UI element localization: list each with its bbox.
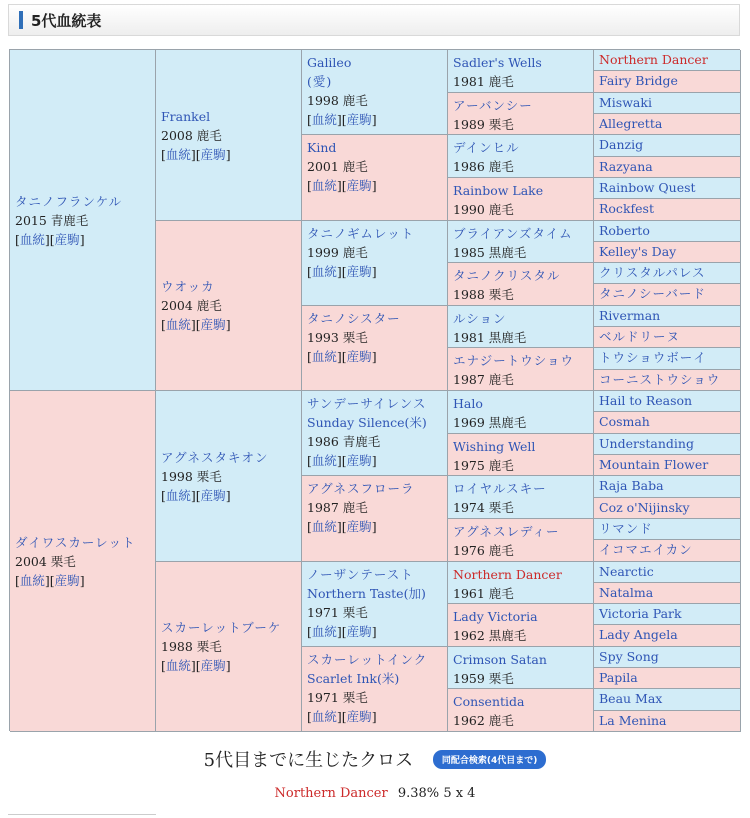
horse-year-color: 1998 栗毛 [161,468,222,484]
bracket: ][ [336,178,347,193]
horse-year-color: 1961 鹿毛 [453,586,514,601]
pedigree-cell-gen5 [594,689,741,711]
pedigree-cell-gen4 [448,135,594,178]
pedigree-cell-gen5 [594,199,741,221]
horse-year-color: 1993 栗毛 [307,330,368,345]
pedigree-cell-gen4 [448,221,594,263]
divider [8,814,156,815]
horse-name-link[interactable]: ロイヤルスキー [453,481,547,496]
pedigree-cell-gen1 [10,391,156,732]
horse-year-color: 1975 鹿毛 [453,458,514,473]
pedigree-link[interactable]: 血統 [311,624,337,639]
pedigree-cell-gen4 [448,306,594,348]
pedigree-cell-gen5 [594,327,741,348]
bracket: [ [307,178,312,193]
horse-links [307,347,442,366]
bracket: ] [371,709,377,724]
horse-name-link[interactable]: ダイワスカーレット [15,534,136,550]
pedigree-link[interactable]: 血統 [311,264,337,279]
horse-name-link[interactable]: Mountain Flower [599,457,709,472]
pedigree-cell-gen5 [594,135,741,157]
offspring-link[interactable]: 産駒 [346,178,372,193]
horse-year-color: 1962 黒鹿毛 [453,628,527,643]
horse-name-link[interactable]: Sadler's Wells [453,55,542,70]
bracket: ][ [336,112,347,127]
bracket: [ [15,572,20,588]
offspring-link[interactable]: 産駒 [200,317,226,332]
pedigree-cell-gen4 [448,178,594,221]
horse-links [15,230,150,249]
pedigree-cell-gen5 [594,455,741,476]
bracket: ] [371,178,377,193]
horse-name-link[interactable]: サンデーサイレンス [307,396,427,411]
horse-year-color: 2015 青鹿毛 [15,212,89,228]
horse-year-color: 1998 鹿毛 [307,93,368,108]
horse-name-link[interactable]: スカーレットブーケ [161,620,282,635]
offspring-link[interactable]: 産駒 [346,519,372,534]
pedigree-cell-gen5 [594,71,741,93]
horse-name-link[interactable]: Fairy Bridge [599,73,678,88]
horse-name-link[interactable]: Spy Song [599,649,659,664]
bracket: [ [161,317,166,332]
bracket: [ [307,264,312,279]
pedigree-cell-gen2 [156,50,302,221]
pedigree-table [9,49,740,731]
pedigree-cell-gen5 [594,604,741,625]
pedigree-cell-gen5 [594,434,741,455]
bracket: ][ [336,264,347,279]
pedigree-cell-gen1 [10,50,156,391]
pedigree-link[interactable]: 血統 [165,317,191,332]
horse-name-link[interactable]: イコマエイカン [599,542,693,557]
pedigree-cell-gen5 [594,540,741,562]
horse-year-color: 2008 鹿毛 [161,127,222,143]
horse-name-link[interactable]: Roberto [599,223,650,238]
offspring-link[interactable]: 産駒 [54,231,80,247]
horse-links [15,571,150,590]
horse-year-color: 1987 鹿毛 [453,372,514,387]
horse-links [307,451,442,470]
pedigree-cell-gen5 [594,391,741,412]
bracket: ] [79,231,85,247]
pedigree-link[interactable]: 血統 [311,519,337,534]
pedigree-cell-gen2 [156,562,302,732]
horse-year-color: 1989 栗毛 [453,117,514,132]
pedigree-link[interactable]: 血統 [165,487,191,503]
horse-links [307,176,442,195]
bracket: ] [225,487,231,503]
horse-name-link[interactable]: トウショウボーイ [599,350,707,365]
horse-name-link[interactable]: Natalma [599,585,654,600]
pedigree-link[interactable]: 血統 [165,146,191,162]
pedigree-cell-gen5 [594,114,741,135]
pedigree-cell-gen5 [594,93,741,114]
horse-year-color: 1959 栗毛 [453,671,514,686]
bracket: ] [225,146,231,162]
horse-year-color: 1988 栗毛 [453,287,514,302]
pedigree-cell-gen4 [448,476,594,519]
horse-name-link[interactable]: エナジートウショウ [453,353,575,368]
horse-name-link[interactable]: Nearctic [599,564,654,579]
bracket: ][ [190,487,201,503]
bracket: [ [161,487,166,503]
section-title: 5代血統表 [31,11,102,30]
horse-links [161,486,296,505]
horse-name-link[interactable]: リマンド [599,521,653,536]
pedigree-link[interactable]: 血統 [311,178,337,193]
pedigree-link[interactable]: 血統 [311,349,337,364]
pedigree-cell-gen5 [594,178,741,199]
horse-name-link[interactable]: Hail to Reason [599,393,693,408]
pedigree-cell-gen5 [594,348,741,370]
bracket: ] [371,112,377,127]
pedigree-cell-gen5 [594,263,741,284]
cross-horse-link[interactable]: Northern Dancer [274,786,388,801]
horse-name-link[interactable]: コーニストウショウ [599,372,721,387]
horse-name-link[interactable]: Galileo [307,55,352,70]
offspring-link[interactable]: 産駒 [200,658,226,673]
horse-name-link[interactable]: Rainbow Lake [453,183,544,198]
pedigree-cell-gen5 [594,625,741,647]
pedigree-cell-gen3 [302,50,448,135]
offspring-link[interactable]: 産駒 [346,624,372,639]
pedigree-cell-gen5 [594,562,741,583]
horse-name-link[interactable]: Rainbow Quest [599,180,696,195]
bracket: [ [307,349,312,364]
horse-name-link[interactable]: ルション [453,311,507,326]
horse-name-link[interactable]: ブライアンズタイム [453,226,573,241]
horse-name-link[interactable]: アーバンシー [453,98,533,113]
horse-name-link[interactable]: Raja Baba [599,478,664,493]
horse-alt-name-link[interactable]: Scarlet Ink(米) [307,671,400,686]
pedigree-cell-gen5 [594,242,741,263]
horse-name-link[interactable]: タニノクリスタル [453,268,561,283]
horse-name-link[interactable]: Victoria Park [599,606,682,621]
horse-name-link[interactable]: タニノギムレット [307,226,415,241]
horse-links [161,656,296,675]
bracket: [ [307,709,312,724]
horse-links [307,622,442,641]
horse-name-link[interactable]: アグネスレディー [453,524,560,539]
pedigree-cell-gen3 [302,391,448,476]
offspring-link[interactable]: 産駒 [200,146,226,162]
bracket: ] [79,572,85,588]
horse-name-link[interactable]: Crimson Satan [453,652,547,667]
header-accent-bar [19,11,23,29]
pedigree-cell-gen5 [594,284,741,306]
horse-name-link[interactable]: Northern Dancer [599,52,708,67]
horse-year-color: 1985 黒鹿毛 [453,245,527,260]
horse-year-color: 1971 栗毛 [307,605,368,620]
pedigree-cell-gen5 [594,50,741,71]
pedigree-cell-gen4 [448,50,594,93]
horse-name-link[interactable]: Razyana [599,159,653,174]
horse-name-link[interactable]: タニノフランケル [15,193,123,209]
pedigree-cell-gen5 [594,647,741,668]
bracket: [ [307,453,312,468]
horse-year-color: 1986 鹿毛 [453,159,514,174]
horse-year-color: 1969 黒鹿毛 [453,415,527,430]
pedigree-cell-gen5 [594,583,741,604]
pedigree-cell-gen5 [594,157,741,178]
horse-name-link[interactable]: Lady Victoria [453,609,538,624]
offspring-link[interactable]: 産駒 [346,264,372,279]
pedigree-cell-gen3 [302,221,448,306]
horse-name-link[interactable]: Understanding [599,436,694,451]
horse-year-color: 1962 鹿毛 [453,713,514,728]
pedigree-cell-gen5 [594,498,741,519]
horse-name-link[interactable]: デインヒル [453,140,520,155]
offspring-link[interactable]: 産駒 [346,709,372,724]
bracket: [ [161,658,166,673]
pedigree-cell-gen5 [594,412,741,434]
bracket: [ [15,231,20,247]
pedigree-cell-gen3 [302,306,448,391]
pedigree-link[interactable]: 血統 [311,112,337,127]
pedigree-cell-gen4 [448,604,594,647]
pedigree-link[interactable]: 血統 [165,658,191,673]
pedigree-cell-gen5 [594,306,741,327]
horse-links [307,707,442,726]
bracket: [ [161,146,166,162]
horse-alt-name-link[interactable]: Northern Taste(加) [307,586,426,601]
horse-name-link[interactable]: Miswaki [599,95,652,110]
pedigree-cell-gen4 [448,348,594,391]
bracket: [ [307,519,312,534]
pedigree-cell-gen4 [448,519,594,562]
horse-name-link[interactable]: Halo [453,396,483,411]
pedigree-cell-gen5 [594,370,741,391]
horse-year-color: 1999 鹿毛 [307,245,368,260]
horse-name-link[interactable]: Riverman [599,308,661,323]
pedigree-cell-gen5 [594,668,741,689]
bracket: ][ [190,317,201,332]
horse-year-color: 1990 鹿毛 [453,202,514,217]
horse-links [307,110,442,129]
bracket: ] [225,317,231,332]
pedigree-cell-gen4 [448,93,594,135]
bracket: ][ [336,624,347,639]
horse-name-link[interactable]: ベルドリーヌ [599,329,681,344]
horse-year-color: 1981 鹿毛 [453,74,514,89]
bracket: ] [371,453,377,468]
pedigree-cell-gen5 [594,221,741,242]
horse-year-color: 1976 鹿毛 [453,543,514,558]
cross-title: 5代目までに生じたクロス [203,750,414,771]
pedigree-link[interactable]: 血統 [311,709,337,724]
cross-percent: 9.38% [397,786,440,801]
horse-name-link[interactable]: Kind [307,140,337,155]
pedigree-cell-gen2 [156,221,302,391]
bracket: ][ [336,349,347,364]
horse-name-link[interactable]: クリスタルパレス [599,265,706,280]
horse-name-link[interactable]: Kelley's Day [599,244,677,259]
horse-links [307,262,442,281]
horse-name-link[interactable]: タニノシスター [307,311,401,326]
horse-year-color: 2001 鹿毛 [307,159,368,174]
horse-name-link[interactable]: Beau Max [599,691,663,706]
horse-name-link[interactable]: Papila [599,670,638,685]
horse-links [161,315,296,334]
pedigree-cell-gen3 [302,476,448,562]
offspring-link[interactable]: 産駒 [346,453,372,468]
bracket: ][ [190,146,201,162]
bracket: ][ [44,231,55,247]
horse-name-link[interactable]: Northern Dancer [453,567,562,582]
pedigree-link[interactable]: 血統 [311,453,337,468]
horse-links [307,517,442,536]
same-mating-search-button[interactable]: 同配合検索(4代目まで) [433,750,547,769]
horse-year-color: 1971 栗毛 [307,690,368,705]
horse-year-color: 1986 青鹿毛 [307,434,381,449]
horse-name-link[interactable]: アグネスフローラ [307,481,415,496]
bracket: ][ [190,658,201,673]
pedigree-cell-gen4 [448,434,594,476]
bracket: ] [371,624,377,639]
pedigree-cell-gen5 [594,711,741,732]
horse-name-link[interactable]: Frankel [161,108,211,124]
offspring-link[interactable]: 産駒 [54,572,80,588]
horse-name-link[interactable]: スカーレットインク [307,652,428,667]
bracket: ][ [336,519,347,534]
cross-generations: 5 x 4 [443,786,476,801]
pedigree-cell-gen3 [302,647,448,732]
bracket: ][ [336,709,347,724]
section-header [8,4,740,36]
offspring-link[interactable]: 産駒 [346,112,372,127]
horse-name-link[interactable]: La Menina [599,713,667,728]
bracket: ] [371,349,377,364]
horse-year-color: 2004 鹿毛 [161,298,222,313]
pedigree-link[interactable]: 血統 [19,572,45,588]
horse-links [161,145,296,164]
pedigree-cell-gen4 [448,647,594,689]
pedigree-cell-gen4 [448,263,594,306]
pedigree-cell-gen3 [302,135,448,221]
bracket: ] [371,519,377,534]
horse-name-link[interactable]: Lady Angela [599,627,678,642]
horse-name-link[interactable]: Danzig [599,137,644,152]
pedigree-cell-gen4 [448,689,594,732]
offspring-link[interactable]: 産駒 [200,487,226,503]
horse-name-link[interactable]: Wishing Well [453,439,536,454]
bracket: ][ [336,453,347,468]
pedigree-cell-gen4 [448,562,594,604]
horse-alt-name-link[interactable]: Sunday Silence(米) [307,415,427,430]
bracket: ] [371,264,377,279]
pedigree-cell-gen5 [594,519,741,540]
horse-name-link[interactable]: タニノシーバード [599,286,706,301]
pedigree-cell-gen3 [302,562,448,647]
bracket: ][ [44,572,55,588]
bracket: [ [307,624,312,639]
horse-year-color: 2004 栗毛 [15,553,76,569]
bracket: ] [225,658,231,673]
horse-name-link[interactable]: Coz o'Nijinsky [599,500,690,515]
horse-name-link[interactable]: ウオッカ [161,279,215,294]
horse-year-color: 1988 栗毛 [161,639,222,654]
cross-row [0,786,750,801]
horse-name-link[interactable]: Consentida [453,694,525,709]
horse-year-color: 1987 鹿毛 [307,500,368,515]
cross-section [0,746,750,772]
horse-year-color: 1974 栗毛 [453,500,514,515]
bracket: [ [307,112,312,127]
pedigree-cell-gen5 [594,476,741,498]
horse-name-link[interactable]: Cosmah [599,414,650,429]
horse-name-link[interactable]: ノーザンテースト [307,567,414,582]
horse-name-link[interactable]: Allegretta [599,116,663,131]
horse-name-link[interactable]: アグネスタキオン [161,449,269,465]
offspring-link[interactable]: 産駒 [346,349,372,364]
pedigree-cell-gen2 [156,391,302,562]
pedigree-cell-gen4 [448,391,594,434]
horse-name-link[interactable]: Rockfest [599,201,654,216]
horse-alt-name-link[interactable]: (愛) [307,74,333,89]
horse-year-color: 1981 黒鹿毛 [453,330,527,345]
pedigree-link[interactable]: 血統 [19,231,45,247]
